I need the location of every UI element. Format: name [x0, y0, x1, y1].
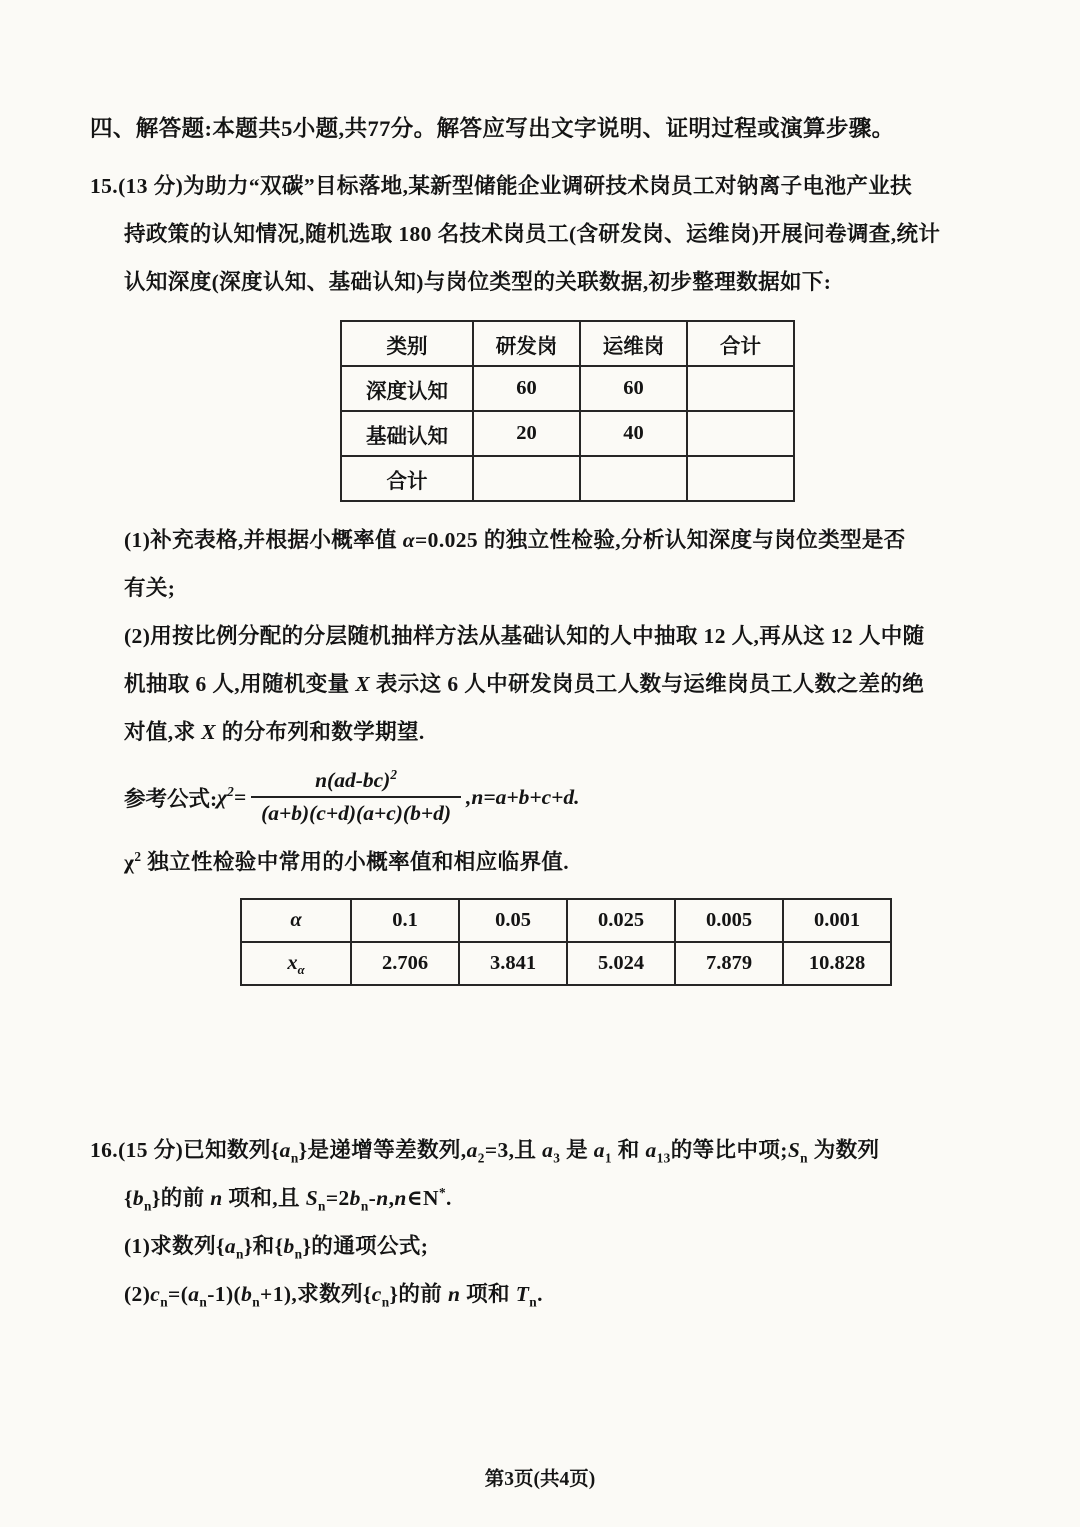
- table-cell: [687, 456, 794, 501]
- table-header-cell: 类别: [341, 321, 473, 366]
- table-cell: 60: [473, 366, 580, 411]
- page-footer: 第3页(共4页): [484, 1469, 596, 1490]
- section-header: 四、解答题:本题共5小题,共77分。解答应写出文字说明、证明过程或演算步骤。: [90, 116, 895, 141]
- contingency-table: [340, 320, 795, 502]
- table-cell: [580, 456, 687, 501]
- table-cell: 40: [580, 411, 687, 456]
- q15-part2-line-2: 机抽取 6 人,用随机变量 X 表示这 6 人中研发岗员工人数与运维岗员工人数之差的绝: [124, 672, 925, 696]
- table-cell: $x_\alpha$: [241, 942, 351, 985]
- table-cell: [687, 366, 794, 411]
- q16-line-3: (1)求数列$\{a_n\}$和$\{b_n\}$的通项公式;: [124, 1234, 429, 1262]
- table-header-cell: 0.025: [567, 899, 675, 942]
- table-row: [241, 899, 891, 942]
- q16-line-1: 16.(15 分)已知数列$\{a_n\}$是递增等差数列$,a_2=3$,且 $a_3$ 是 $a_1$ 和 $a_{13}$的等比中项$;S_n$ 为数列: [90, 1138, 880, 1166]
- fraction-numerator: $n(ad-bc)^2$: [315, 766, 397, 792]
- table-cell: 深度认知: [341, 366, 473, 411]
- q15-part2-line-3: 对值,求 X 的分布列和数学期望.: [124, 720, 425, 744]
- formula-label: 参考公式:: [124, 786, 218, 811]
- table-cell: 7.879: [675, 942, 783, 985]
- table-header-cell: 运维岗: [580, 321, 687, 366]
- table-row: [241, 942, 891, 985]
- q15-intro-line-2: 持政策的认知情况,随机选取 180 名技术岗员工(含研发岗、运维岗)开展问卷调查,统计: [124, 222, 941, 246]
- table-header-cell: 0.005: [675, 899, 783, 942]
- table-cell: [687, 411, 794, 456]
- question-15: [90, 162, 990, 986]
- table-header-cell: 0.001: [783, 899, 891, 942]
- reference-formula: [90, 756, 990, 838]
- q16-line-4: $(2)c_n=(a_n-1)(b_n+1)$,求数列$\{c_n\}$的前 n 项和 $T_n$.: [124, 1282, 543, 1310]
- table-header-cell: 0.1: [351, 899, 459, 942]
- question-16: [90, 1126, 990, 1318]
- formula-suffix: ,n=a+b+c+d.: [465, 784, 580, 809]
- table-header-cell: 合计: [687, 321, 794, 366]
- table-cell: [473, 456, 580, 501]
- table-cell: 2.706: [351, 942, 459, 985]
- table-header-cell: 0.05: [459, 899, 567, 942]
- table-row: [341, 366, 794, 411]
- table-cell: 10.828: [783, 942, 891, 985]
- table-header-cell: 研发岗: [473, 321, 580, 366]
- q16-line-2: $\{b_n\}$的前 n 项和,且 $S_n=2b_n-n,n\in N^*$.: [124, 1184, 452, 1214]
- table-row: [341, 456, 794, 501]
- table-row: [341, 411, 794, 456]
- table-cell: 5.024: [567, 942, 675, 985]
- fraction-denominator: (a+b)(c+d)(a+c)(b+d): [251, 796, 461, 826]
- fraction: [251, 768, 461, 826]
- q15-intro-line-1: 15.(13 分)为助力“双碳”目标落地,某新型储能企业调研技术岗员工对钠离子电池产业扶: [90, 174, 913, 198]
- q15-part1-line-2: 有关;: [124, 576, 176, 600]
- chi-square-lhs: $\chi^2=$: [217, 783, 247, 809]
- q15-intro-line-3: 认知深度(深度认知、基础认知)与岗位类型的关联数据,初步整理数据如下:: [124, 270, 832, 294]
- table-header-cell: α: [241, 899, 351, 942]
- q15-part2-line-1: (2)用按比例分配的分层随机抽样方法从基础认知的人中抽取 12 人,再从这 12 人中随: [124, 624, 925, 648]
- table-cell: 60: [580, 366, 687, 411]
- table-cell: 基础认知: [341, 411, 473, 456]
- table-cell: 合计: [341, 456, 473, 501]
- critical-value-table: [240, 898, 892, 986]
- critical-value-note: $\chi^2$ 独立性检验中常用的小概率值和相应临界值.: [124, 848, 570, 874]
- table-cell: 3.841: [459, 942, 567, 985]
- table-cell: 20: [473, 411, 580, 456]
- q15-part1-line-1: (1)补充表格,并根据小概率值 α=0.025 的独立性检验,分析认知深度与岗位类型是否: [124, 528, 906, 552]
- table-row: [341, 321, 794, 366]
